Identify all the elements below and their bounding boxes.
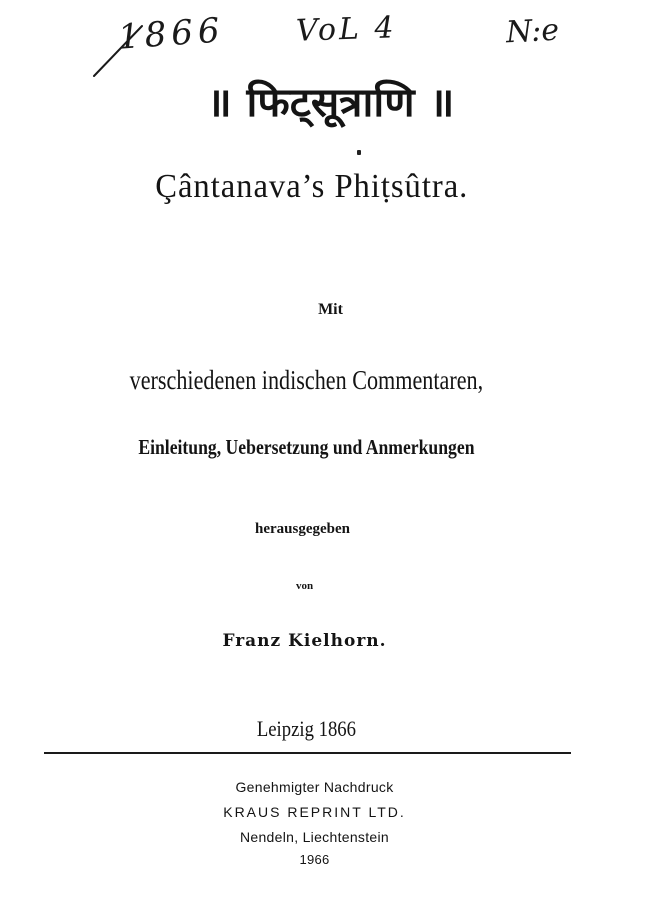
handwritten-volume: VoL 4: [295, 10, 398, 49]
subtitle-line-2: Einleitung, Uebersetzung und Anmerkungen: [138, 435, 475, 459]
handwritten-number: N:e: [505, 12, 560, 51]
von-label: von: [295, 580, 314, 592]
reprint-year: 1966: [299, 852, 330, 867]
author-name: Franz Kielhorn.: [222, 631, 387, 651]
edited-by-label: herausgegeben: [255, 521, 350, 537]
book-title: Çântanava’s Phiṭsûtra.: [155, 168, 469, 205]
reprint-notice: Genehmigter Nachdruck: [235, 779, 394, 795]
place-year: Leipzig 1866: [256, 716, 357, 741]
horizontal-rule: [44, 752, 571, 754]
sanskrit-title: ॥ फिट्सूत्राणि ॥: [206, 80, 455, 126]
print-speck: [357, 150, 361, 155]
handwritten-year: 1866: [116, 10, 226, 58]
mit-label: Mit: [318, 301, 343, 318]
reprint-publisher: KRAUS REPRINT LTD.: [223, 804, 406, 820]
reprint-location: Nendeln, Liechtenstein: [239, 829, 390, 845]
subtitle-line-1: verschiedenen indischen Commentaren,: [129, 365, 484, 395]
